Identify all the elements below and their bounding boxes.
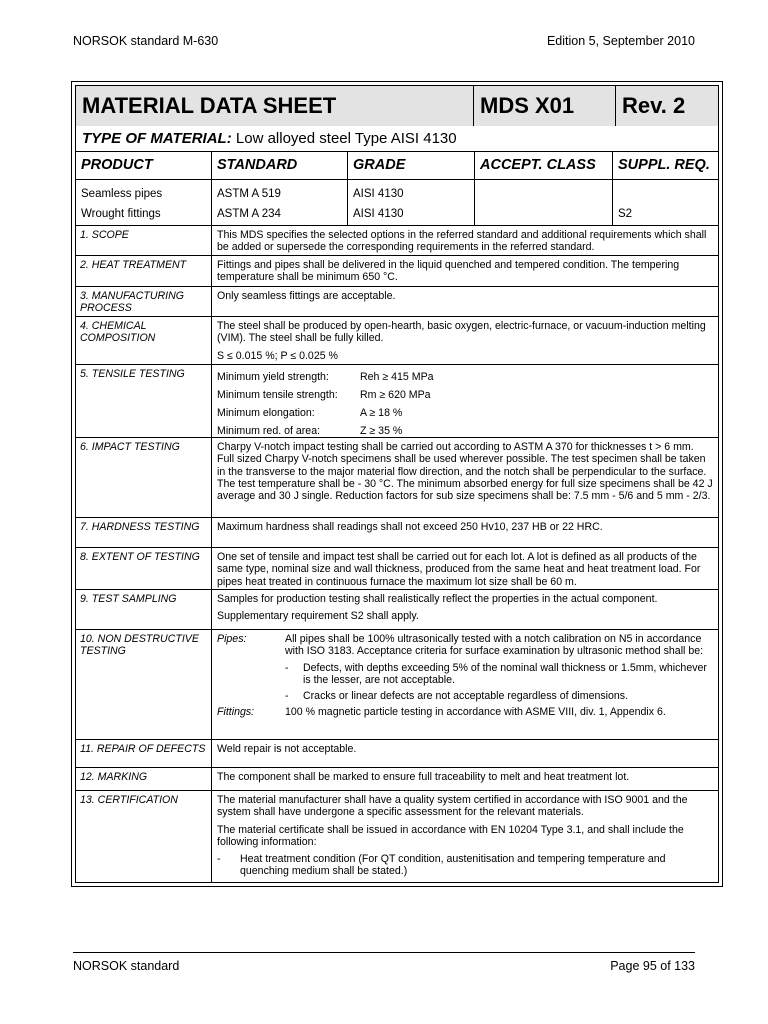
tensile-item (217, 404, 713, 422)
product-cell: Seamless pipes (81, 188, 163, 200)
section-text: Samples for production testing shall realistically reflect the properties in the actual component. (217, 593, 658, 605)
page-header-left: NORSOK standard M-630 (73, 34, 219, 48)
tensile-value: A ≥ 18 % (360, 407, 403, 419)
tensile-value: Reh ≥ 415 MPa (360, 371, 434, 383)
section-text: The material certificate shall be issued in accordance with EN 10204 Type 3.1, and shall include the following information: (217, 823, 684, 848)
section-label: 9. TEST SAMPLING (76, 590, 212, 629)
ndt-pipes-text: All pipes shall be 100% ultrasonically tested with a notch calibration on N5 in accordance with ISO 3183. Acceptance criteria for surface examination by ultrasonic method shall be: (285, 633, 704, 658)
section-heat-treatment (76, 256, 718, 287)
header-product: PRODUCT (76, 152, 212, 179)
section-text: Fittings and pipes shall be delivered in the liquid quenched and tempered condition. The tempering temperature shall be minimum 650 °C. (217, 259, 680, 284)
type-of-material-label: TYPE OF MATERIAL: (82, 130, 232, 147)
section-text: Weld repair is not acceptable. (217, 743, 357, 755)
ndt-bullet (217, 662, 713, 687)
tensile-item (217, 386, 713, 404)
product-table-header (76, 152, 718, 180)
suppl-req-cell (618, 184, 718, 204)
sheet-title: MATERIAL DATA SHEET (76, 86, 474, 126)
section-label: 6. IMPACT TESTING (76, 438, 212, 517)
sheet-table (75, 85, 719, 883)
grade-cell: AISI 4130 (353, 188, 404, 200)
section-marking (76, 768, 718, 791)
section-text: Only seamless fittings are acceptable. (217, 290, 396, 302)
revision: Rev. 2 (616, 86, 718, 126)
tensile-key: Minimum tensile strength: (217, 389, 338, 401)
tensile-item (217, 368, 713, 386)
ndt-fittings (217, 706, 713, 718)
section-label: 7. HARDNESS TESTING (76, 518, 212, 547)
product-table-body (76, 180, 718, 226)
certification-bullet (217, 853, 713, 878)
tensile-requirements (212, 365, 718, 437)
section-certification (76, 791, 718, 883)
section-non-destructive-testing (76, 630, 718, 740)
type-of-material-row (76, 126, 718, 152)
section-label: 11. REPAIR OF DEFECTS (76, 740, 212, 767)
certification-body (212, 791, 718, 883)
header-grade: GRADE (348, 152, 475, 179)
tensile-key: Minimum yield strength: (217, 371, 329, 383)
ndt-pipes (217, 633, 713, 658)
section-text: The steel shall be produced by open-hearth, basic oxygen, electric-furnace, or vacuum-induction melting (VIM). The steel shall be fully killed. (217, 320, 706, 345)
footer-divider (73, 952, 695, 953)
section-text: The material manufacturer shall have a quality system certified in accordance with ISO 9001 and the system shall have undergone a specific assessment for the relevant materials. (217, 794, 688, 819)
accept-class-cell (480, 184, 612, 204)
ndt-pipes-label: Pipes: (217, 633, 247, 645)
page-footer-left: NORSOK standard (73, 959, 180, 973)
section-repair-of-defects (76, 740, 718, 768)
dash-icon: - (285, 690, 289, 703)
standard-cell: ASTM A 234 (217, 208, 281, 220)
section-label: 5. TENSILE TESTING (76, 365, 212, 437)
dash-icon: - (285, 661, 289, 674)
section-text: Supplementary requirement S2 shall apply. (217, 610, 419, 623)
section-text: One set of tensile and impact test shall be carried out for each lot. A lot is defined as all products of the same type, nominal size and wall thickness, produced from the same heat and heat treatment load. For pipes heat treated in continuous furnace the maximum lot size shall be 60 m. (217, 551, 701, 588)
ndt-fittings-label: Fittings: (217, 706, 255, 719)
section-label: 1. SCOPE (76, 226, 212, 255)
title-row (76, 86, 718, 126)
ndt-body (212, 630, 718, 739)
composition-limits: S ≤ 0.015 %; P ≤ 0.025 % (217, 349, 338, 362)
section-label: 10. NON DESTRUCTIVE TESTING (76, 630, 212, 739)
section-extent-of-testing (76, 548, 718, 590)
page-header-right: Edition 5, September 2010 (546, 34, 695, 48)
section-label: 2. HEAT TREATMENT (76, 256, 212, 286)
section-text: This MDS specifies the selected options in the referred standard and additional requirements which shall be added or supersede the corresponding requirements in the referred standard. (217, 229, 707, 254)
suppl-req-cell: S2 (618, 208, 633, 220)
standard-cell: ASTM A 519 (217, 188, 281, 200)
accept-class-column (475, 180, 613, 225)
section-scope (76, 226, 718, 256)
section-chemical-composition (76, 317, 718, 365)
product-column (76, 180, 212, 225)
section-test-sampling (76, 590, 718, 630)
section-label: 12. MARKING (76, 768, 212, 790)
section-label: 8. EXTENT OF TESTING (76, 548, 212, 589)
section-text: Charpy V-notch impact testing shall be carried out according to ASTM A 370 for thicknesses t > 6 mm. Full sized Charpy V-notch specimens shall be used wherever possible. The test specimen shall be taken in the transverse to the major material flow direction, and the notch shall be perpendicular to the surface. The test temperature shall be - 30 °C. The minimum absorbed energy for full size specimens shall be 42 J average and 30 J single. Reduction factors for sub size specimens shall be: 7.5 mm - 5/6 and 5 mm - 2/3. (217, 441, 713, 503)
dash-icon: - (217, 853, 221, 866)
ndt-bullet-text: Cracks or linear defects are not acceptable regardless of dimensions. (303, 690, 629, 703)
section-text: The component shall be marked to ensure full traceability to melt and heat treatment lot. (217, 771, 630, 783)
section-body (212, 317, 718, 364)
material-data-sheet (71, 81, 723, 887)
type-of-material-value: Low alloyed steel Type AISI 4130 (235, 130, 457, 147)
tensile-key: Minimum elongation: (217, 407, 315, 419)
section-tensile-testing (76, 365, 718, 438)
section-label: 13. CERTIFICATION (76, 791, 212, 883)
grade-cell: AISI 4130 (353, 208, 404, 220)
tensile-key: Minimum red. of area: (217, 425, 321, 437)
standard-column (212, 180, 348, 225)
product-cell: Wrought fittings (81, 208, 161, 220)
suppl-req-column (613, 180, 718, 225)
section-text: Maximum hardness shall readings shall not exceed 250 Hv10, 237 HB or 22 HRC. (217, 521, 603, 533)
section-body (212, 590, 718, 629)
header-accept-class: ACCEPT. CLASS (475, 152, 613, 179)
section-label: 4. CHEMICAL COMPOSITION (76, 317, 212, 364)
section-impact-testing (76, 438, 718, 518)
accept-class-cell (480, 204, 612, 224)
ndt-bullet (217, 690, 713, 702)
ndt-bullet-text: Defects, with depths exceeding 5% of the nominal wall thickness or 1.5mm, whichever is the lesser, are not acceptable. (303, 661, 707, 686)
header-suppl-req: SUPPL. REQ. (618, 157, 710, 173)
certification-bullet-text: Heat treatment condition (For QT condition, austenitisation and tempering temperature and quenching medium shall be stated.) (240, 853, 666, 878)
page-number: Page 95 of 133 (610, 959, 695, 973)
header-standard: STANDARD (212, 152, 348, 179)
mds-number: MDS X01 (474, 86, 616, 126)
grade-column (348, 180, 475, 225)
section-manufacturing-process (76, 287, 718, 317)
tensile-value: Z ≥ 35 % (360, 425, 403, 437)
tensile-value: Rm ≥ 620 MPa (360, 389, 431, 401)
ndt-fittings-text: 100 % magnetic particle testing in accordance with ASME VIII, div. 1, Appendix 6. (285, 706, 666, 719)
section-hardness-testing (76, 518, 718, 548)
section-label: 3. MANUFACTURING PROCESS (76, 287, 212, 316)
